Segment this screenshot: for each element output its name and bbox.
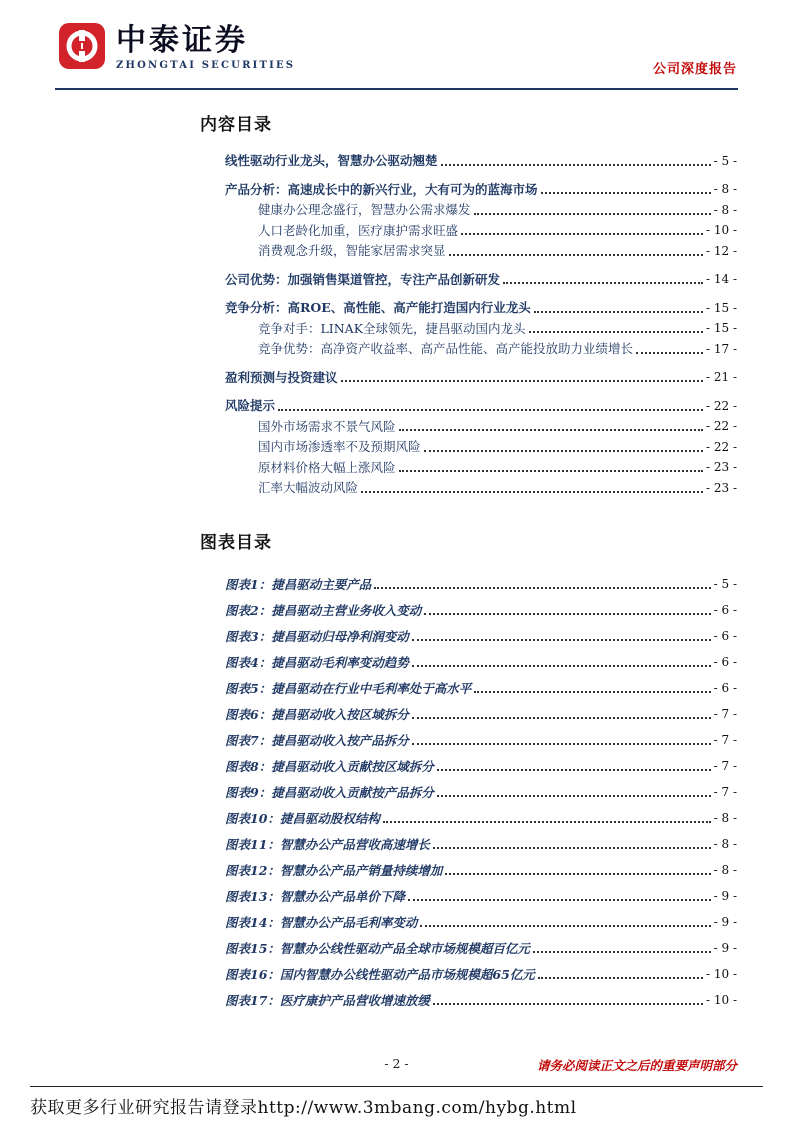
report-type-label: 公司深度报告 [652, 62, 737, 77]
dot-leader [474, 691, 710, 693]
entry-page-number: - 6 - [713, 681, 737, 696]
entry-page-number: - 7 - [713, 733, 737, 748]
dot-leader [412, 717, 711, 719]
entry-text: 公司优势：加强销售渠道管控，专注产品创新研发 [225, 271, 501, 287]
figure-entry[interactable] [225, 592, 737, 618]
dot-leader [538, 977, 703, 979]
dot-leader [383, 821, 711, 823]
dot-leader [503, 282, 703, 284]
entry-page-number: - 6 - [713, 629, 737, 644]
entry-page-number: - 8 - [713, 202, 737, 217]
entry-text: 图表13：智慧办公产品单价下降 [225, 888, 405, 904]
entry-text: 盈利预测与投资建议 [225, 369, 338, 385]
entry-text: 竞争分析：高ROE、高性能、高产能打造国内行业龙头 [225, 300, 531, 316]
entry-text: 图表17：医疗康护产品营收增速放缓 [225, 992, 430, 1008]
toc-entry[interactable] [225, 218, 737, 239]
dot-leader [399, 470, 703, 472]
toc-entry[interactable] [225, 365, 737, 386]
figure-entry[interactable] [225, 878, 737, 904]
toc-entry[interactable] [225, 148, 737, 169]
brand-name: 中泰证券 [116, 22, 248, 58]
dot-leader [636, 352, 703, 354]
toc-entry[interactable] [225, 295, 737, 316]
entry-page-number: - 17 - [705, 341, 737, 356]
dot-leader [408, 899, 711, 901]
footer-rule [30, 1086, 763, 1087]
dot-leader [534, 311, 703, 313]
dot-leader [529, 331, 703, 333]
entry-page-number: - 8 - [713, 863, 737, 878]
dot-leader [361, 491, 703, 493]
figures-list [225, 566, 737, 1008]
dot-leader [541, 192, 711, 194]
dot-leader [461, 233, 703, 235]
entry-page-number: - 22 - [705, 439, 737, 454]
entry-text: 人口老龄化加重，医疗康护需求旺盛 [258, 222, 459, 238]
toc-entry[interactable] [225, 414, 737, 435]
toc-entry[interactable] [225, 434, 737, 455]
entry-text: 消费观念升级，智能家居需求突显 [258, 243, 446, 259]
entry-text: 线性驱动行业龙头，智慧办公驱动翘楚 [225, 153, 438, 169]
entry-page-number: - 6 - [713, 603, 737, 618]
dot-leader [474, 213, 711, 215]
figure-entry[interactable] [225, 618, 737, 644]
entry-text: 图表15：智慧办公线性驱动产品全球市场规模超百亿元 [225, 940, 530, 956]
entry-text: 图表5：捷昌驱动在行业中毛利率处于高水平 [225, 680, 472, 696]
figure-entry[interactable] [225, 696, 737, 722]
entry-text: 图表11：智慧办公产品营收高速增长 [225, 836, 430, 852]
entry-text: 图表12：智慧办公产品产销量持续增加 [225, 862, 443, 878]
figure-entry[interactable] [225, 930, 737, 956]
figures-title: 图表目录 [200, 533, 272, 553]
entry-page-number: - 10 - [705, 967, 737, 982]
entry-text: 风险提示 [225, 398, 276, 414]
brand-subtitle: ZHONGTAI SECURITIES [116, 59, 296, 71]
entry-page-number: - 9 - [713, 915, 737, 930]
entry-text: 图表2：捷昌驱动主营业务收入变动 [225, 602, 422, 618]
figure-entry[interactable] [225, 748, 737, 774]
entry-page-number: - 7 - [713, 707, 737, 722]
toc-entry[interactable] [225, 455, 737, 476]
entry-text: 产品分析：高速成长中的新兴行业，大有可为的蓝海市场 [225, 181, 538, 197]
toc-entry[interactable] [225, 177, 737, 198]
entry-page-number: - 8 - [713, 837, 737, 852]
entry-text: 竞争优势：高净资产收益率、高产品性能、高产能投放助力业绩增长 [258, 341, 634, 357]
entry-text: 图表4：捷昌驱动毛利率变动趋势 [225, 654, 409, 670]
dot-leader [420, 925, 710, 927]
entry-page-number: - 9 - [713, 941, 737, 956]
figure-entry[interactable] [225, 566, 737, 592]
entry-page-number: - 7 - [713, 759, 737, 774]
toc-entry[interactable] [225, 475, 737, 496]
dot-leader [424, 450, 703, 452]
entry-text: 图表3：捷昌驱动归母净利润变动 [225, 628, 409, 644]
toc-list [225, 148, 737, 496]
dot-leader [412, 665, 711, 667]
figure-entry[interactable] [225, 774, 737, 800]
logo-icon [58, 22, 106, 74]
dot-leader [437, 769, 711, 771]
dot-leader [533, 951, 711, 953]
toc-title: 内容目录 [200, 115, 272, 135]
entry-page-number: - 7 - [713, 785, 737, 800]
figure-entry[interactable] [225, 644, 737, 670]
entry-page-number: - 8 - [713, 182, 737, 197]
entry-text: 国内市场渗透率不及预期风险 [258, 439, 421, 455]
entry-page-number: - 14 - [705, 272, 737, 287]
toc-entry[interactable] [225, 238, 737, 259]
dot-leader [374, 587, 710, 589]
entry-page-number: - 5 - [713, 577, 737, 592]
figure-entry[interactable] [225, 904, 737, 930]
entry-text: 图表7：捷昌驱动收入按产品拆分 [225, 732, 409, 748]
entry-page-number: - 8 - [713, 811, 737, 826]
toc-entry[interactable] [225, 267, 737, 288]
entry-text: 图表6：捷昌驱动收入按区域拆分 [225, 706, 409, 722]
dot-leader [412, 743, 711, 745]
entry-text: 国外市场需求不景气风险 [258, 418, 396, 434]
entry-page-number: - 15 - [705, 300, 737, 315]
toc-entry[interactable] [225, 197, 737, 218]
entry-text: 图表8：捷昌驱动收入贡献按区域拆分 [225, 758, 434, 774]
entry-text: 原材料价格大幅上涨风险 [258, 459, 396, 475]
entry-page-number: - 6 - [713, 655, 737, 670]
entry-text: 图表1：捷昌驱动主要产品 [225, 576, 372, 592]
figure-entry[interactable] [225, 722, 737, 748]
dot-leader [433, 847, 711, 849]
entry-page-number: - 10 - [705, 223, 737, 238]
entry-text: 图表14：智慧办公产品毛利率变动 [225, 914, 418, 930]
figure-entry[interactable] [225, 852, 737, 878]
entry-page-number: - 22 - [705, 398, 737, 413]
entry-page-number: - 9 - [713, 889, 737, 904]
dot-leader [449, 254, 703, 256]
dot-leader [424, 613, 710, 615]
entry-page-number: - 5 - [713, 153, 737, 168]
header-rule [55, 88, 738, 90]
toc-entry[interactable] [225, 336, 737, 357]
dot-leader [433, 1003, 703, 1005]
footer-page-number: - 2 - [384, 1056, 409, 1071]
entry-text: 健康办公理念盛行，智慧办公需求爆发 [258, 202, 471, 218]
entry-text: 图表10：捷昌驱动股权结构 [225, 810, 380, 826]
toc-entry[interactable] [225, 316, 737, 337]
entry-page-number: - 23 - [705, 460, 737, 475]
entry-text: 图表9：捷昌驱动收入贡献按产品拆分 [225, 784, 434, 800]
entry-text: 汇率大幅波动风险 [258, 480, 359, 496]
dot-leader [399, 429, 703, 431]
zhongtai-logo [58, 22, 295, 74]
toc-entry[interactable] [225, 393, 737, 414]
dot-leader [341, 380, 703, 382]
figure-entry[interactable] [225, 956, 737, 982]
dot-leader [278, 409, 703, 411]
entry-page-number: - 22 - [705, 419, 737, 434]
entry-page-number: - 12 - [705, 243, 737, 258]
entry-text: 图表16：国内智慧办公线性驱动产品市场规模超65亿元 [225, 966, 535, 982]
entry-page-number: - 21 - [705, 370, 737, 385]
figure-entry[interactable] [225, 670, 737, 696]
dot-leader [437, 795, 711, 797]
entry-page-number: - 23 - [705, 480, 737, 495]
figure-entry[interactable] [225, 800, 737, 826]
entry-text: 竞争对手：LINAK全球领先，捷昌驱动国内龙头 [258, 320, 526, 336]
footer-disclaimer: 请务必阅读正文之后的重要声明部分 [536, 1058, 737, 1073]
figure-entry[interactable] [225, 982, 737, 1008]
dot-leader [412, 639, 711, 641]
entry-page-number: - 10 - [705, 993, 737, 1008]
dot-leader [445, 873, 710, 875]
watermark-link: 获取更多行业研究报告请登录http://www.3mbang.com/hybg.html [30, 1098, 577, 1118]
figure-entry[interactable] [225, 826, 737, 852]
dot-leader [441, 164, 711, 166]
entry-page-number: - 15 - [705, 321, 737, 336]
